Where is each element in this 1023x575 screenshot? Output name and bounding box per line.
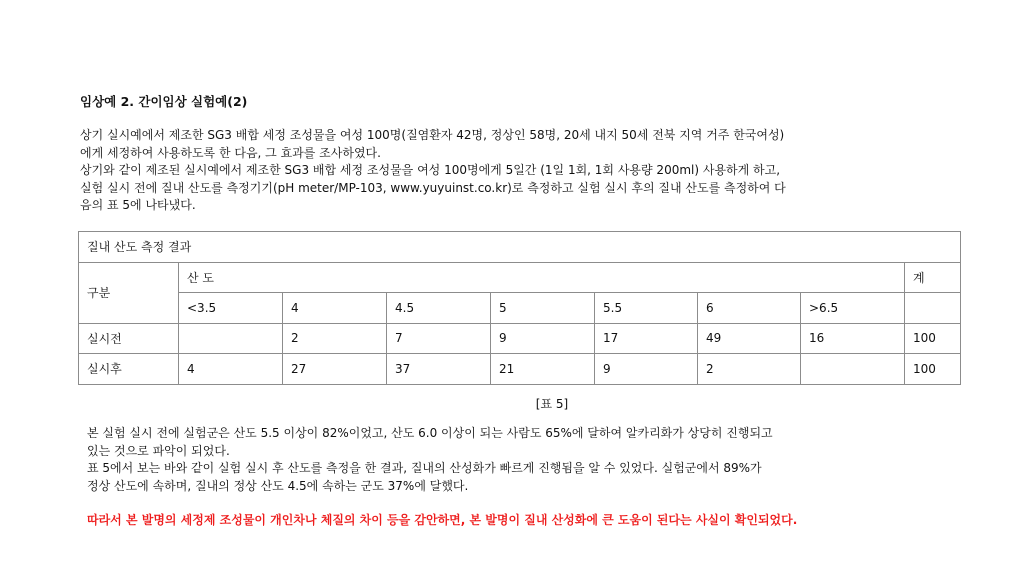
ph-column-header: >6.5 bbox=[801, 293, 905, 324]
result-line: 있는 것으로 파악이 되었다. bbox=[87, 443, 230, 458]
table-cell bbox=[179, 323, 283, 354]
intro-line: 상기와 같이 제조된 실시예에서 제조한 SG3 배합 세정 조성물을 여성 100명에게 5일간 (1일 1회, 1회 사용량 200ml) 사용하게 하고, bbox=[80, 163, 781, 177]
ph-result-table bbox=[78, 231, 961, 385]
table-cell: 17 bbox=[595, 323, 698, 354]
table-cell: 9 bbox=[491, 323, 595, 354]
intro-line: 실험 실시 전에 질내 산도를 측정기기(pH meter/MP-103, www.yuyuinst.co.kr)로 측정하고 실험 실시 후의 질내 산도를 측정하여 다 bbox=[80, 180, 786, 195]
row-label: 실시전 bbox=[79, 323, 179, 354]
table-title: 질내 산도 측정 결과 bbox=[79, 232, 961, 263]
conclusion-text: 따라서 본 발명의 세정제 조성물이 개인차나 체질의 차이 등을 감안하면, 본 발명이 질내 산성화에 큰 도움이 된다는 사실이 확인되었다. bbox=[87, 513, 798, 527]
table-header-row bbox=[79, 262, 961, 293]
ph-column-header: 4 bbox=[283, 293, 387, 324]
total-cell: 100 bbox=[905, 354, 961, 385]
total-header: 계 bbox=[905, 262, 961, 293]
group-header: 구분 bbox=[79, 262, 179, 323]
table-row bbox=[79, 323, 961, 354]
result-line: 표 5에서 보는 바와 같이 실험 실시 후 산도를 측정을 한 결과, 질내의 산성화가 빠르게 진행됨을 알 수 있었다. 실험군에서 89%가 bbox=[87, 461, 762, 475]
ph-column-header: 5 bbox=[491, 293, 595, 324]
result-paragraph bbox=[87, 425, 967, 495]
intro-line: 상기 실시예에서 제조한 SG3 배합 세정 조성물을 여성 100명(질염환자 42명, 정상인 58명, 20세 내지 50세 전북 지역 거주 한국여성) bbox=[80, 128, 785, 142]
table-cell: 2 bbox=[698, 354, 801, 385]
table-caption: [표 5] bbox=[535, 397, 569, 411]
intro-line: 에게 세정하여 사용하도록 한 다음, 그 효과를 조사하였다. bbox=[80, 145, 381, 160]
ph-column-header: 5.5 bbox=[595, 293, 698, 324]
table-cell: 7 bbox=[387, 323, 491, 354]
ph-column-header: 6 bbox=[698, 293, 801, 324]
table-cell: 27 bbox=[283, 354, 387, 385]
table-cell: 21 bbox=[491, 354, 595, 385]
total-cell: 100 bbox=[905, 323, 961, 354]
result-line: 정상 산도에 속하며, 질내의 정상 산도 4.5에 속하는 군도 37%에 달했다. bbox=[87, 478, 469, 493]
result-line: 본 실험 실시 전에 실험군은 산도 5.5 이상이 82%이었고, 산도 6.0 이상이 되는 사람도 65%에 달하여 알카리화가 상당히 진행되고 bbox=[87, 426, 773, 440]
table-cell: 9 bbox=[595, 354, 698, 385]
table-cell: 16 bbox=[801, 323, 905, 354]
intro-paragraph bbox=[80, 127, 960, 215]
table-cell: 49 bbox=[698, 323, 801, 354]
table-caption-wrap bbox=[0, 396, 1023, 412]
table-cell bbox=[801, 354, 905, 385]
table-row bbox=[79, 354, 961, 385]
ph-column-header: <3.5 bbox=[179, 293, 283, 324]
table-cell: 37 bbox=[387, 354, 491, 385]
empty-cell bbox=[905, 293, 961, 324]
ph-column-header: 4.5 bbox=[387, 293, 491, 324]
ph-header: 산 도 bbox=[179, 262, 905, 293]
table-cell: 4 bbox=[179, 354, 283, 385]
row-label: 실시후 bbox=[79, 354, 179, 385]
intro-line: 음의 표 5에 나타냈다. bbox=[80, 198, 196, 212]
ph-columns-row bbox=[79, 293, 961, 324]
table-title-row bbox=[79, 232, 961, 263]
section-heading: 임상예 2. 간이임상 실험예(2) bbox=[80, 94, 248, 109]
table-cell: 2 bbox=[283, 323, 387, 354]
